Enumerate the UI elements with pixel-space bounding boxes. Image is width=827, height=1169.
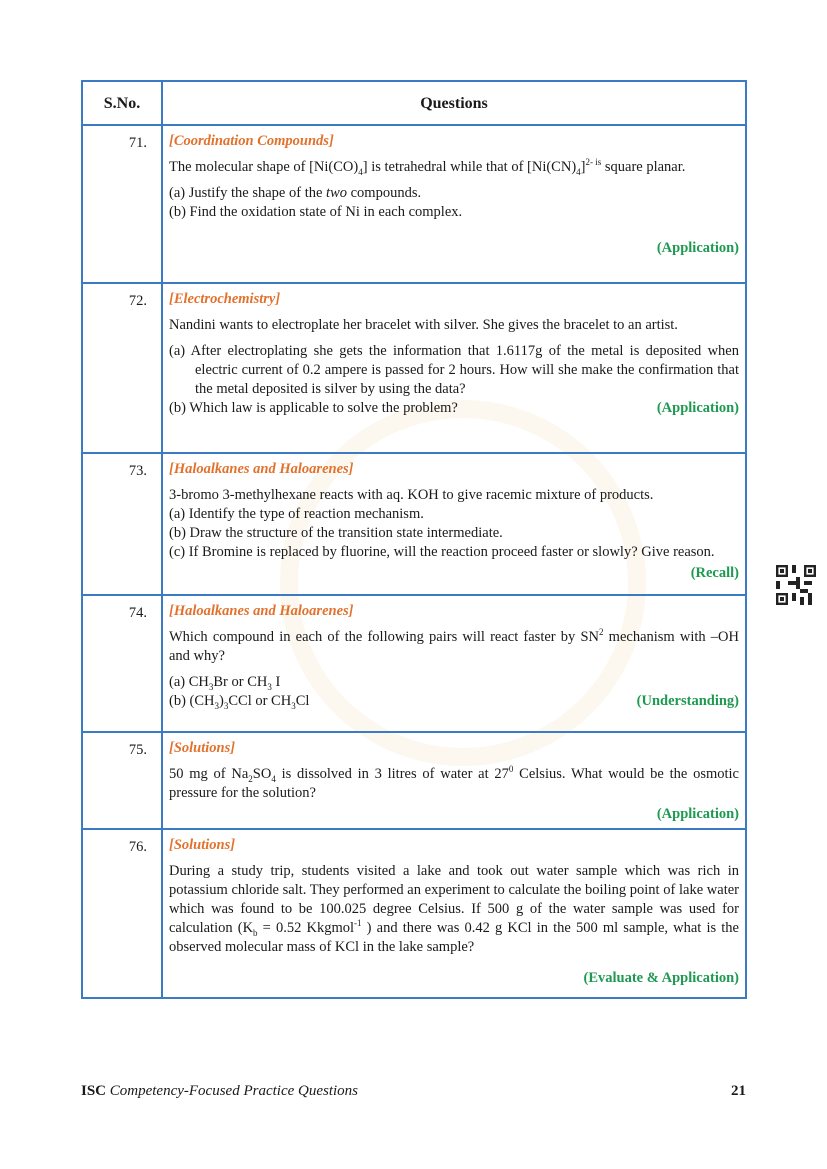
qr-code-icon[interactable] — [776, 565, 816, 605]
page-footer — [81, 1083, 746, 1100]
question-part-b: (b) Which law is applicable to solve the problem? — [169, 400, 458, 416]
page-number: 21 — [731, 1083, 746, 1099]
table-row — [82, 732, 746, 829]
question-part-a: (a) After electroplating she gets the information that 1.6117g of the metal is deposited when electric current of 0.2 ampere is passed for 2 hours. How will she make the confirmation that the metal deposited is silver by using the data? — [169, 343, 739, 397]
table-row — [82, 453, 746, 595]
question-part-a: (a) $CH_3Br$ or $CH_3$ I — [169, 674, 281, 692]
question-number: 76. — [82, 829, 162, 998]
competency-tag: (Application) — [656, 240, 739, 256]
question-text: 50 mg of $Na_2SO_4$ is dissolved in 3 litres of water at $27^0$ Celsius. What would be the osmotic pressure for the solution? — [169, 764, 739, 801]
question-category: [Electrochemistry] — [169, 291, 281, 307]
table-row — [82, 829, 746, 998]
question-cell — [162, 595, 746, 732]
question-number: 73. — [82, 453, 162, 595]
question-part-b-row — [169, 399, 739, 418]
footer-title: Competency-Focused Practice Questions — [106, 1083, 359, 1099]
question-category: [Haloalkanes and Haloarenes] — [169, 461, 354, 477]
competency-tag: (Recall) — [690, 565, 739, 581]
competency-tag: (Evaluate & Application) — [583, 970, 739, 986]
header-sno: S.No. — [82, 81, 162, 125]
question-number: 72. — [82, 283, 162, 453]
question-part-a: (a) Identify the type of reaction mechanism. — [169, 506, 424, 522]
question-text: The molecular shape of $[Ni(CO)_4]$ is tetrahedral while that of $[Ni(CN)_4]^{2- is}$ square planar. — [169, 157, 686, 177]
question-part-b: (b) Draw the structure of the transition state intermediate. — [169, 525, 503, 541]
question-part-b: (b) Find the oxidation state of Ni in each complex. — [169, 204, 463, 220]
question-part-c: (c) If Bromine is replaced by fluorine, will the reaction proceed faster or slowly? Give reason. — [169, 544, 715, 560]
question-cell — [162, 283, 746, 453]
question-text: During a study trip, students visited a lake and took out water sample which was rich in potassium chloride salt. They performed an experiment to calculate the boiling point of lake water which was found to be 100.025 degree Celsius. If 500 g of the water sample was used for calculation ($K_b = 0.52$ Kkgmol$^{-1}$ ) and there was 0.42 g KCl in the 500 ml sample, what is the observed molecular mass of KCl in the lake sample? — [169, 863, 739, 955]
question-text: Which compound in each of the following pairs will react faster by $SN^2$ mechanism with –OH and why? — [169, 627, 739, 664]
question-part-b: (b) $(CH_3)_3CCl$ or $CH_3Cl$ — [169, 693, 310, 711]
competency-tag: (Application) — [656, 806, 739, 822]
competency-tag: (Application) — [656, 400, 739, 416]
question-category: [Solutions] — [169, 740, 236, 756]
footer-isc: ISC — [81, 1083, 107, 1099]
question-cell — [162, 732, 746, 829]
question-category: [Coordination Compounds] — [169, 133, 334, 149]
question-number: 75. — [82, 732, 162, 829]
question-number: 74. — [82, 595, 162, 732]
question-text: Nandini wants to electroplate her bracelet with silver. She gives the bracelet to an artist. — [169, 317, 678, 333]
question-cell — [162, 453, 746, 595]
question-text: 3-bromo 3-methylhexane reacts with aq. KOH to give racemic mixture of products. — [169, 487, 654, 503]
competency-tag: (Understanding) — [636, 693, 739, 709]
table-row — [82, 125, 746, 283]
question-part-a: (a) Justify the shape of the two compounds. — [169, 185, 422, 201]
header-questions: Questions — [162, 81, 746, 125]
question-category: [Haloalkanes and Haloarenes] — [169, 603, 354, 619]
question-part-b-row — [169, 692, 739, 711]
question-category: [Solutions] — [169, 837, 236, 853]
table-header — [82, 81, 746, 125]
question-cell — [162, 829, 746, 998]
table-row — [82, 595, 746, 732]
table-row — [82, 283, 746, 453]
question-cell — [162, 125, 746, 283]
question-number: 71. — [82, 125, 162, 283]
questions-table — [81, 80, 747, 999]
